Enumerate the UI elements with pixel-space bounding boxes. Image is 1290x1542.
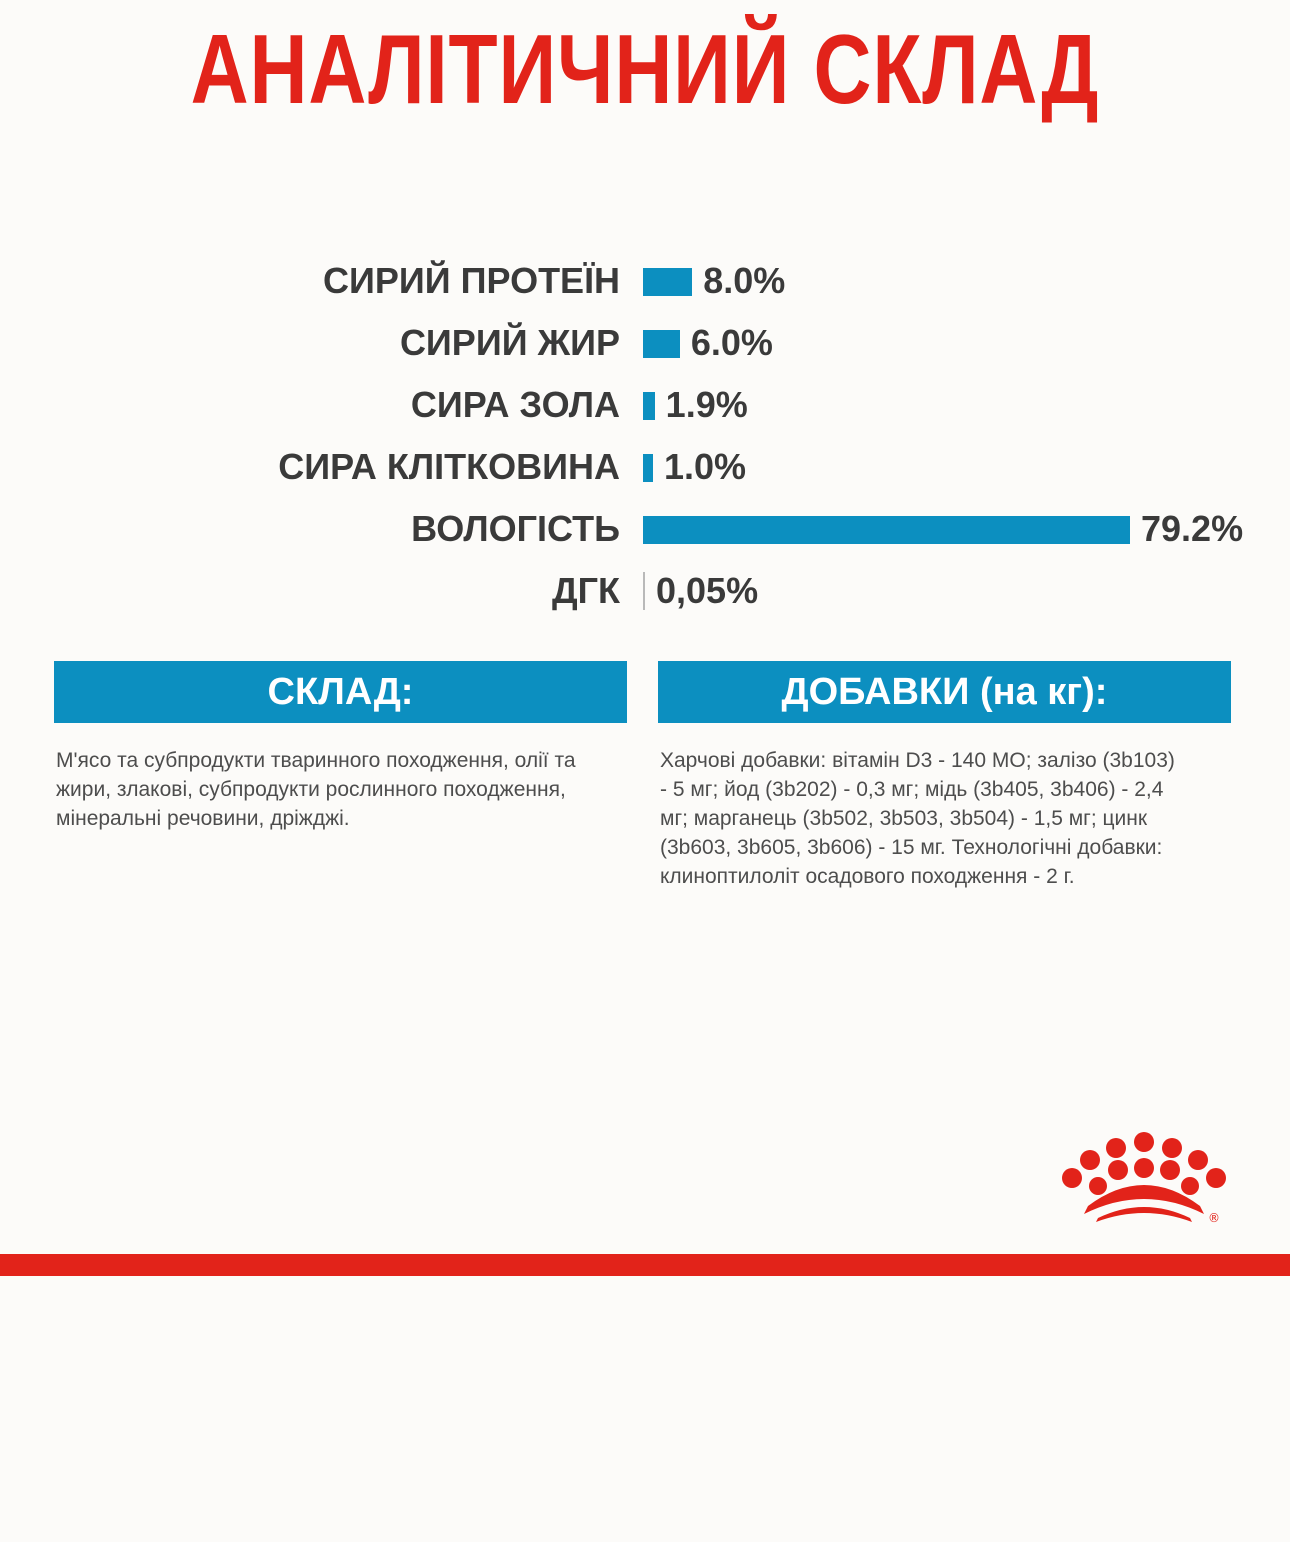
page-title: АНАЛІТИЧНИЙ СКЛАД: [190, 14, 1100, 124]
chart-category-label: ВОЛОГІСТЬ: [411, 508, 620, 549]
chart-bar: [643, 516, 1130, 544]
chart-bar: [643, 454, 653, 482]
chart-row: [0, 560, 1290, 622]
chart-value-label: 8.0%: [703, 260, 786, 301]
composition-heading: СКЛАД:: [54, 661, 627, 723]
chart-value-label: 6.0%: [690, 322, 773, 363]
chart-row: [0, 250, 1290, 312]
chart-category-label: ДГК: [551, 570, 620, 611]
chart-value-label: 0,05%: [656, 570, 759, 611]
chart-category-label: СИРА КЛІТКОВИНА: [278, 446, 620, 487]
additives-text: Харчові добавки: вітамін D3 - 140 МО; залізо (3b103) - 5 мг; йод (3b202) - 0,3 мг; мідь (3b405, 3b406) - 2,4 мг; марганець (3b502, 3b503, 3b504) - 1,5 мг; цинк (3b603, 3b605, 3b606) - 15 мг. Технологічні добавки: клиноптилоліт осадового походження - 2 г.: [660, 749, 1175, 888]
additives-heading: ДОБАВКИ (на кг):: [658, 661, 1231, 723]
chart-category-label: СИРИЙ ЖИР: [399, 322, 620, 363]
chart-value-label: 79.2%: [1141, 508, 1244, 549]
bottom-red-rule: [0, 1254, 1290, 1276]
composition-text: М'ясо та субпродукти тваринного походження, олії та жири, злакові, субпродукти рослинного походження, мінеральні речовини, дріжджі.: [56, 749, 576, 830]
chart-bar: [643, 330, 680, 358]
chart-value-label: 1.9%: [665, 384, 748, 425]
chart-category-label: СИРА ЗОЛА: [410, 384, 620, 425]
chart-row: [0, 498, 1290, 560]
registered-mark: ®: [1208, 1211, 1220, 1224]
chart-row: [0, 312, 1290, 374]
chart-bar: [643, 572, 645, 610]
chart-bar: [643, 268, 692, 296]
crown-icon: [1058, 1128, 1232, 1224]
analysis-bar-chart: [0, 250, 1290, 630]
chart-value-label: 1.0%: [664, 446, 747, 487]
chart-row: [0, 374, 1290, 436]
chart-category-label: СИРИЙ ПРОТЕЇН: [323, 260, 620, 301]
chart-bar: [643, 392, 655, 420]
chart-row: [0, 436, 1290, 498]
